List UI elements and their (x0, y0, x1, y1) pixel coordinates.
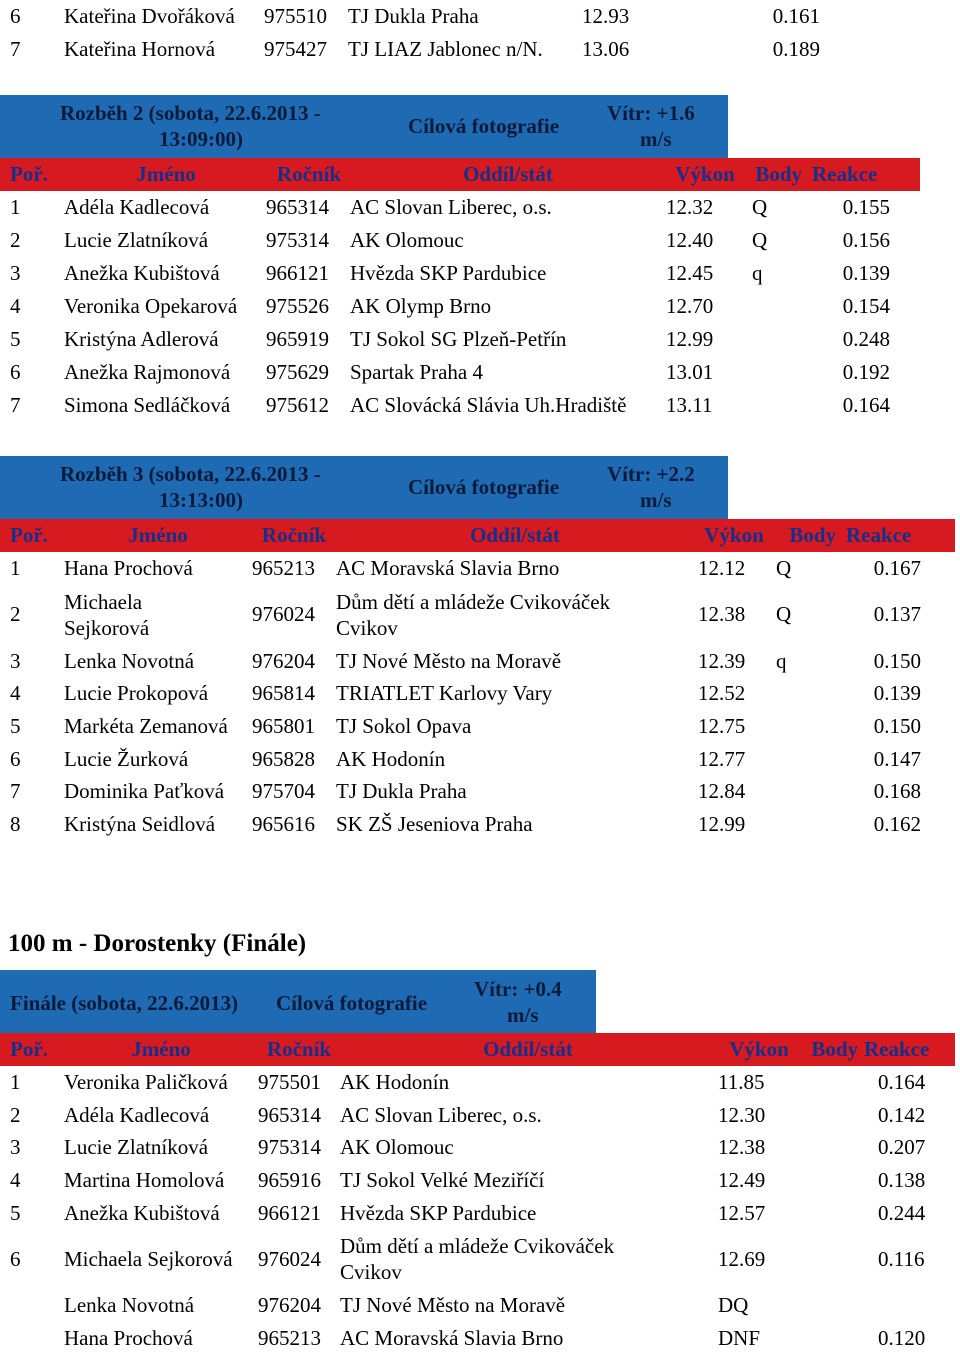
line-1: Dům dětí a mládeže Cvikováček (336, 589, 611, 614)
cell-year: 965213 (252, 555, 315, 580)
cell-react: 0.150 (873, 713, 921, 738)
cell-qualification: Q (752, 228, 768, 252)
cell-name: Kateřina Hornová (64, 37, 216, 61)
cell-pos: 5 (10, 713, 21, 738)
col-year: Ročník (268, 158, 350, 191)
table-row (0, 552, 955, 585)
cell-name: Anežka Kubištová (64, 261, 220, 285)
column-header-row (0, 158, 920, 191)
cell-react: 0.161 (772, 4, 820, 28)
cell-year: 965801 (252, 713, 315, 738)
cell-name (64, 585, 252, 645)
cell-pos: 3 (10, 1135, 21, 1160)
cell-react: 0.142 (878, 1102, 926, 1127)
cell-club: AC Slovácká Slávia Uh.Hradiště (350, 393, 627, 417)
cell-perf: 12.32 (666, 195, 714, 219)
cell-club: Hvězda SKP Pardubice (350, 261, 547, 285)
cell-year: 965616 (252, 811, 315, 836)
cell-pos: 7 (10, 37, 21, 61)
cell-react: 0.207 (878, 1135, 926, 1160)
line-1: Michaela (64, 589, 143, 614)
cell-club: AC Moravská Slavia Brno (340, 1325, 564, 1350)
col-points: Body (744, 158, 810, 191)
col-react: Reakce (862, 1033, 955, 1066)
col-perf: Výkon (716, 1033, 802, 1066)
line-1: Dům dětí a mládeže Cvikováček (340, 1234, 615, 1259)
cell-year: 965919 (266, 327, 329, 351)
col-club: Oddíl/stát (340, 1033, 716, 1066)
table-row (0, 323, 920, 356)
cell-qualification: q (752, 261, 763, 285)
heat3-title-line2: 13:13:00) (159, 488, 243, 512)
cell-pos: 5 (10, 1200, 21, 1225)
cell-club (340, 1229, 718, 1289)
cell-year: 965916 (258, 1167, 321, 1192)
line-2: Sejkorová (64, 615, 150, 640)
cell-club: TJ Nové Město na Moravě (336, 648, 562, 673)
cell-perf: 12.69 (718, 1246, 766, 1271)
cell-qualification (744, 356, 804, 389)
cell-pos: 4 (10, 294, 21, 318)
cell-perf: 12.57 (718, 1200, 766, 1225)
cell-club: TJ LIAZ Jablonec n/N. (348, 37, 543, 61)
cell-points (818, 1197, 878, 1230)
cell-react: 0.138 (878, 1167, 926, 1192)
cell-pos: 2 (10, 228, 21, 252)
cell-year: 965314 (266, 195, 329, 219)
col-perf: Výkon (666, 158, 744, 191)
cell-points (818, 1131, 878, 1164)
cell-qualification: Q (776, 602, 792, 627)
cell-year: 976204 (258, 1293, 321, 1318)
col-pos: Poř. (0, 158, 64, 191)
col-points: Body (802, 1033, 862, 1066)
cell-year: 966121 (266, 261, 329, 285)
cell-perf: DQ (718, 1293, 749, 1318)
cell-react: 0.150 (873, 648, 921, 673)
cell-pos: 6 (10, 1246, 21, 1271)
cell-name: Kateřina Dvořáková (64, 4, 235, 28)
cell-qualification (744, 323, 804, 356)
cell-perf: 12.99 (666, 327, 714, 351)
table-row (0, 585, 955, 645)
cell-name: Veronika Opekarová (64, 294, 238, 318)
table-row (0, 1131, 955, 1164)
cell-perf: 12.70 (666, 294, 714, 318)
cell-points (818, 1099, 878, 1132)
cell-year: 975510 (264, 4, 327, 28)
cell-perf: 13.01 (666, 360, 714, 384)
cell-pos: 7 (10, 779, 21, 804)
table-row (0, 0, 920, 33)
cell-pos: 1 (10, 1069, 21, 1094)
cell-year: 975314 (266, 228, 329, 252)
cell-points (818, 1229, 878, 1289)
cell-pos: 7 (10, 393, 21, 417)
cell-react: 0.116 (878, 1246, 925, 1271)
col-pos: Poř. (0, 519, 64, 552)
cell-perf: 12.45 (666, 261, 714, 285)
cell-pos: 1 (10, 555, 21, 580)
cell-club: TRIATLET Karlovy Vary (336, 681, 553, 706)
cell-name: Lucie Žurková (64, 746, 189, 771)
col-year: Ročník (252, 519, 336, 552)
cell-name: Martina Homolová (64, 1167, 225, 1192)
cell-react: 0.168 (873, 779, 921, 804)
cell-qualification (774, 710, 834, 743)
heat3-header (0, 456, 728, 519)
cell-react: 0.155 (842, 195, 890, 219)
heat3-photo-link[interactable]: Cílová fotografie (408, 475, 560, 499)
cell-year: 965828 (252, 746, 315, 771)
cell-pos: 3 (10, 261, 21, 285)
table-row (0, 290, 920, 323)
cell-react: 0.139 (842, 261, 890, 285)
cell-club: AK Hodonín (336, 746, 446, 771)
col-react: Reakce (844, 519, 955, 552)
cell-perf: 13.11 (666, 393, 713, 417)
heat2-header (0, 95, 728, 158)
cell-club: AK Olomouc (340, 1135, 454, 1160)
cell-pos: 2 (10, 1102, 21, 1127)
cell-react: 0.164 (878, 1069, 926, 1094)
cell-react: 0.147 (873, 746, 921, 771)
cell-year: 975629 (266, 360, 329, 384)
cell-qualification (774, 677, 834, 710)
col-react: Reakce (810, 158, 920, 191)
cell-name: Kristýna Adlerová (64, 327, 219, 351)
cell-qualification (744, 389, 804, 422)
cell-pos (0, 1289, 64, 1322)
cell-qualification (774, 808, 834, 841)
line-2: Cvikov (336, 615, 398, 640)
cell-react: 0.156 (842, 228, 890, 252)
column-header-row (0, 519, 955, 552)
heat2-table (0, 158, 920, 422)
final-photo-link[interactable]: Cílová fotografie (276, 991, 428, 1015)
cell-qualification (744, 290, 804, 323)
cell-pos: 6 (10, 360, 21, 384)
cell-pos: 4 (10, 1167, 21, 1192)
cell-name: Lenka Novotná (64, 648, 195, 673)
table-row (0, 808, 955, 841)
cell-name: Dominika Paťková (64, 779, 225, 804)
cell-pos: 6 (10, 746, 21, 771)
cell-perf: 12.99 (698, 811, 746, 836)
heat2-title-line2: 13:09:00) (159, 127, 243, 151)
cell-club: TJ Dukla Praha (336, 779, 467, 804)
cell-name: Adéla Kadlecová (64, 195, 210, 219)
cell-perf: 12.40 (666, 228, 714, 252)
cell-perf: 12.38 (718, 1135, 766, 1160)
cell-club: AK Olomouc (350, 228, 464, 252)
cell-year: 965213 (258, 1325, 321, 1350)
heat3-title-line1: Rozběh 3 (sobota, 22.6.2013 - (60, 462, 321, 486)
col-points: Body (774, 519, 844, 552)
cell-year: 975314 (258, 1135, 321, 1160)
cell-pos: 8 (10, 811, 21, 836)
cell-react: 0.189 (772, 37, 820, 61)
cell-perf: 12.39 (698, 648, 746, 673)
line-2: Cvikov (340, 1260, 402, 1285)
cell-year: 975501 (258, 1069, 321, 1094)
table-row (0, 710, 955, 743)
cell-year: 976204 (252, 648, 315, 673)
cell-club: Hvězda SKP Pardubice (340, 1200, 537, 1225)
final-wind-unit: m/s (507, 1003, 539, 1027)
cell-name: Anežka Kubištová (64, 1200, 220, 1225)
cell-year: 975526 (266, 294, 329, 318)
table-row (0, 1289, 955, 1322)
cell-perf: 12.12 (698, 555, 746, 580)
cell-perf: 12.84 (698, 779, 746, 804)
final-table (0, 1033, 955, 1355)
previous-heat-tail (0, 0, 920, 66)
col-club: Oddíl/stát (350, 158, 666, 191)
cell-perf: 12.77 (698, 746, 746, 771)
heat3-wind-unit: m/s (640, 488, 672, 512)
table-row (0, 224, 920, 257)
cell-react: 0.248 (842, 327, 890, 351)
cell-pos: 4 (10, 681, 21, 706)
table-row (0, 1164, 955, 1197)
final-header (0, 970, 596, 1033)
cell-points (818, 1289, 878, 1322)
cell-year: 976024 (258, 1246, 321, 1271)
cell-club: TJ Nové Město na Moravě (340, 1293, 566, 1318)
cell-club: Spartak Praha 4 (350, 360, 483, 384)
cell-perf: 12.49 (718, 1167, 766, 1192)
cell-club: TJ Sokol Velké Meziříčí (340, 1167, 545, 1192)
cell-react: 0.154 (842, 294, 890, 318)
cell-pos: 1 (10, 195, 21, 219)
cell-points (818, 1066, 878, 1099)
heat2-photo-link[interactable]: Cílová fotografie (408, 114, 560, 138)
final-wind: Vítr: +0.4 (474, 977, 562, 1001)
cell-club: TJ Dukla Praha (348, 4, 479, 28)
cell-club: TJ Sokol Opava (336, 713, 472, 738)
cell-year: 975612 (266, 393, 329, 417)
heat2-wind: Vítr: +1.6 (607, 101, 695, 125)
table-row (0, 257, 920, 290)
cell-perf: 11.85 (718, 1069, 765, 1094)
cell-pos: 3 (10, 648, 21, 673)
cell-name: Kristýna Seidlová (64, 811, 216, 836)
col-year: Ročník (258, 1033, 340, 1066)
cell-react: 0.162 (873, 811, 921, 836)
cell-club: AC Slovan Liberec, o.s. (350, 195, 552, 219)
table-row (0, 645, 955, 678)
heat3-table (0, 519, 955, 841)
cell-name: Lenka Novotná (64, 1293, 195, 1318)
cell-year: 966121 (258, 1200, 321, 1225)
col-club: Oddíl/stát (336, 519, 694, 552)
cell-name: Lucie Zlatníková (64, 1135, 209, 1160)
column-header-row (0, 1033, 955, 1066)
col-name: Jméno (64, 1033, 258, 1066)
cell-qualification (774, 775, 834, 808)
cell-club: AK Olymp Brno (350, 294, 492, 318)
table-row (0, 389, 920, 422)
cell-pos: 2 (10, 602, 21, 627)
section-title: 100 m - Dorostenky (Finále) (8, 930, 307, 957)
cell-react: 0.244 (878, 1200, 926, 1225)
cell-pos: 5 (10, 327, 21, 351)
cell-perf: 12.38 (698, 602, 746, 627)
cell-points (818, 1322, 878, 1355)
table-row (0, 1322, 955, 1355)
cell-perf: 12.30 (718, 1102, 766, 1127)
cell-perf: 13.06 (582, 37, 630, 61)
cell-react: 0.192 (842, 360, 890, 384)
cell-name: Lucie Zlatníková (64, 228, 209, 252)
cell-club: AC Slovan Liberec, o.s. (340, 1102, 542, 1127)
cell-react: 0.167 (873, 555, 921, 580)
col-pos: Poř. (0, 1033, 64, 1066)
table-row (0, 743, 955, 776)
heat2-wind-unit: m/s (640, 127, 672, 151)
cell-club: AC Moravská Slavia Brno (336, 555, 560, 580)
cell-name: Anežka Rajmonová (64, 360, 231, 384)
cell-name: Hana Prochová (64, 555, 193, 580)
table-row (0, 33, 920, 66)
cell-react: 0.164 (842, 393, 890, 417)
cell-year: 965814 (252, 681, 315, 706)
cell-club (336, 585, 698, 645)
table-row (0, 1229, 955, 1289)
col-name: Jméno (64, 519, 252, 552)
cell-year: 965314 (258, 1102, 321, 1127)
cell-name: Michaela Sejkorová (64, 1246, 233, 1271)
cell-qualification: Q (776, 555, 792, 580)
cell-name: Simona Sedláčková (64, 393, 231, 417)
cell-club: SK ZŠ Jeseniova Praha (336, 811, 533, 836)
cell-perf: 12.52 (698, 681, 746, 706)
heat2-title-line1: Rozběh 2 (sobota, 22.6.2013 - (60, 101, 321, 125)
cell-perf: DNF (718, 1325, 761, 1350)
heat3-wind: Vítr: +2.2 (607, 462, 695, 486)
cell-qualification: q (776, 648, 787, 673)
cell-points (818, 1164, 878, 1197)
cell-pos: 6 (10, 4, 21, 28)
table-row (0, 677, 955, 710)
col-name: Jméno (64, 158, 268, 191)
cell-qualification: Q (752, 195, 768, 219)
cell-club: TJ Sokol SG Plzeň-Petřín (350, 327, 567, 351)
cell-pos (0, 1322, 64, 1355)
col-perf: Výkon (694, 519, 774, 552)
cell-react: 0.139 (873, 681, 921, 706)
cell-perf: 12.75 (698, 713, 746, 738)
cell-name: Hana Prochová (64, 1325, 193, 1350)
cell-name: Markéta Zemanová (64, 713, 228, 738)
cell-qualification (774, 743, 834, 776)
cell-react: 0.120 (878, 1325, 926, 1350)
table-row (0, 356, 920, 389)
table-row (0, 1099, 955, 1132)
cell-perf: 12.93 (582, 4, 630, 28)
table-row (0, 191, 920, 224)
table-row (0, 775, 955, 808)
cell-react: 0.137 (873, 602, 921, 627)
cell-name: Veronika Paličková (64, 1069, 228, 1094)
final-title: Finále (sobota, 22.6.2013) (10, 991, 239, 1015)
table-row (0, 1066, 955, 1099)
table-row (0, 1197, 955, 1230)
cell-year: 975427 (264, 37, 327, 61)
cell-year: 975704 (252, 779, 315, 804)
cell-name: Adéla Kadlecová (64, 1102, 210, 1127)
cell-name: Lucie Prokopová (64, 681, 209, 706)
cell-react (878, 1289, 955, 1322)
cell-club: AK Hodonín (340, 1069, 450, 1094)
cell-year: 976024 (252, 602, 315, 627)
